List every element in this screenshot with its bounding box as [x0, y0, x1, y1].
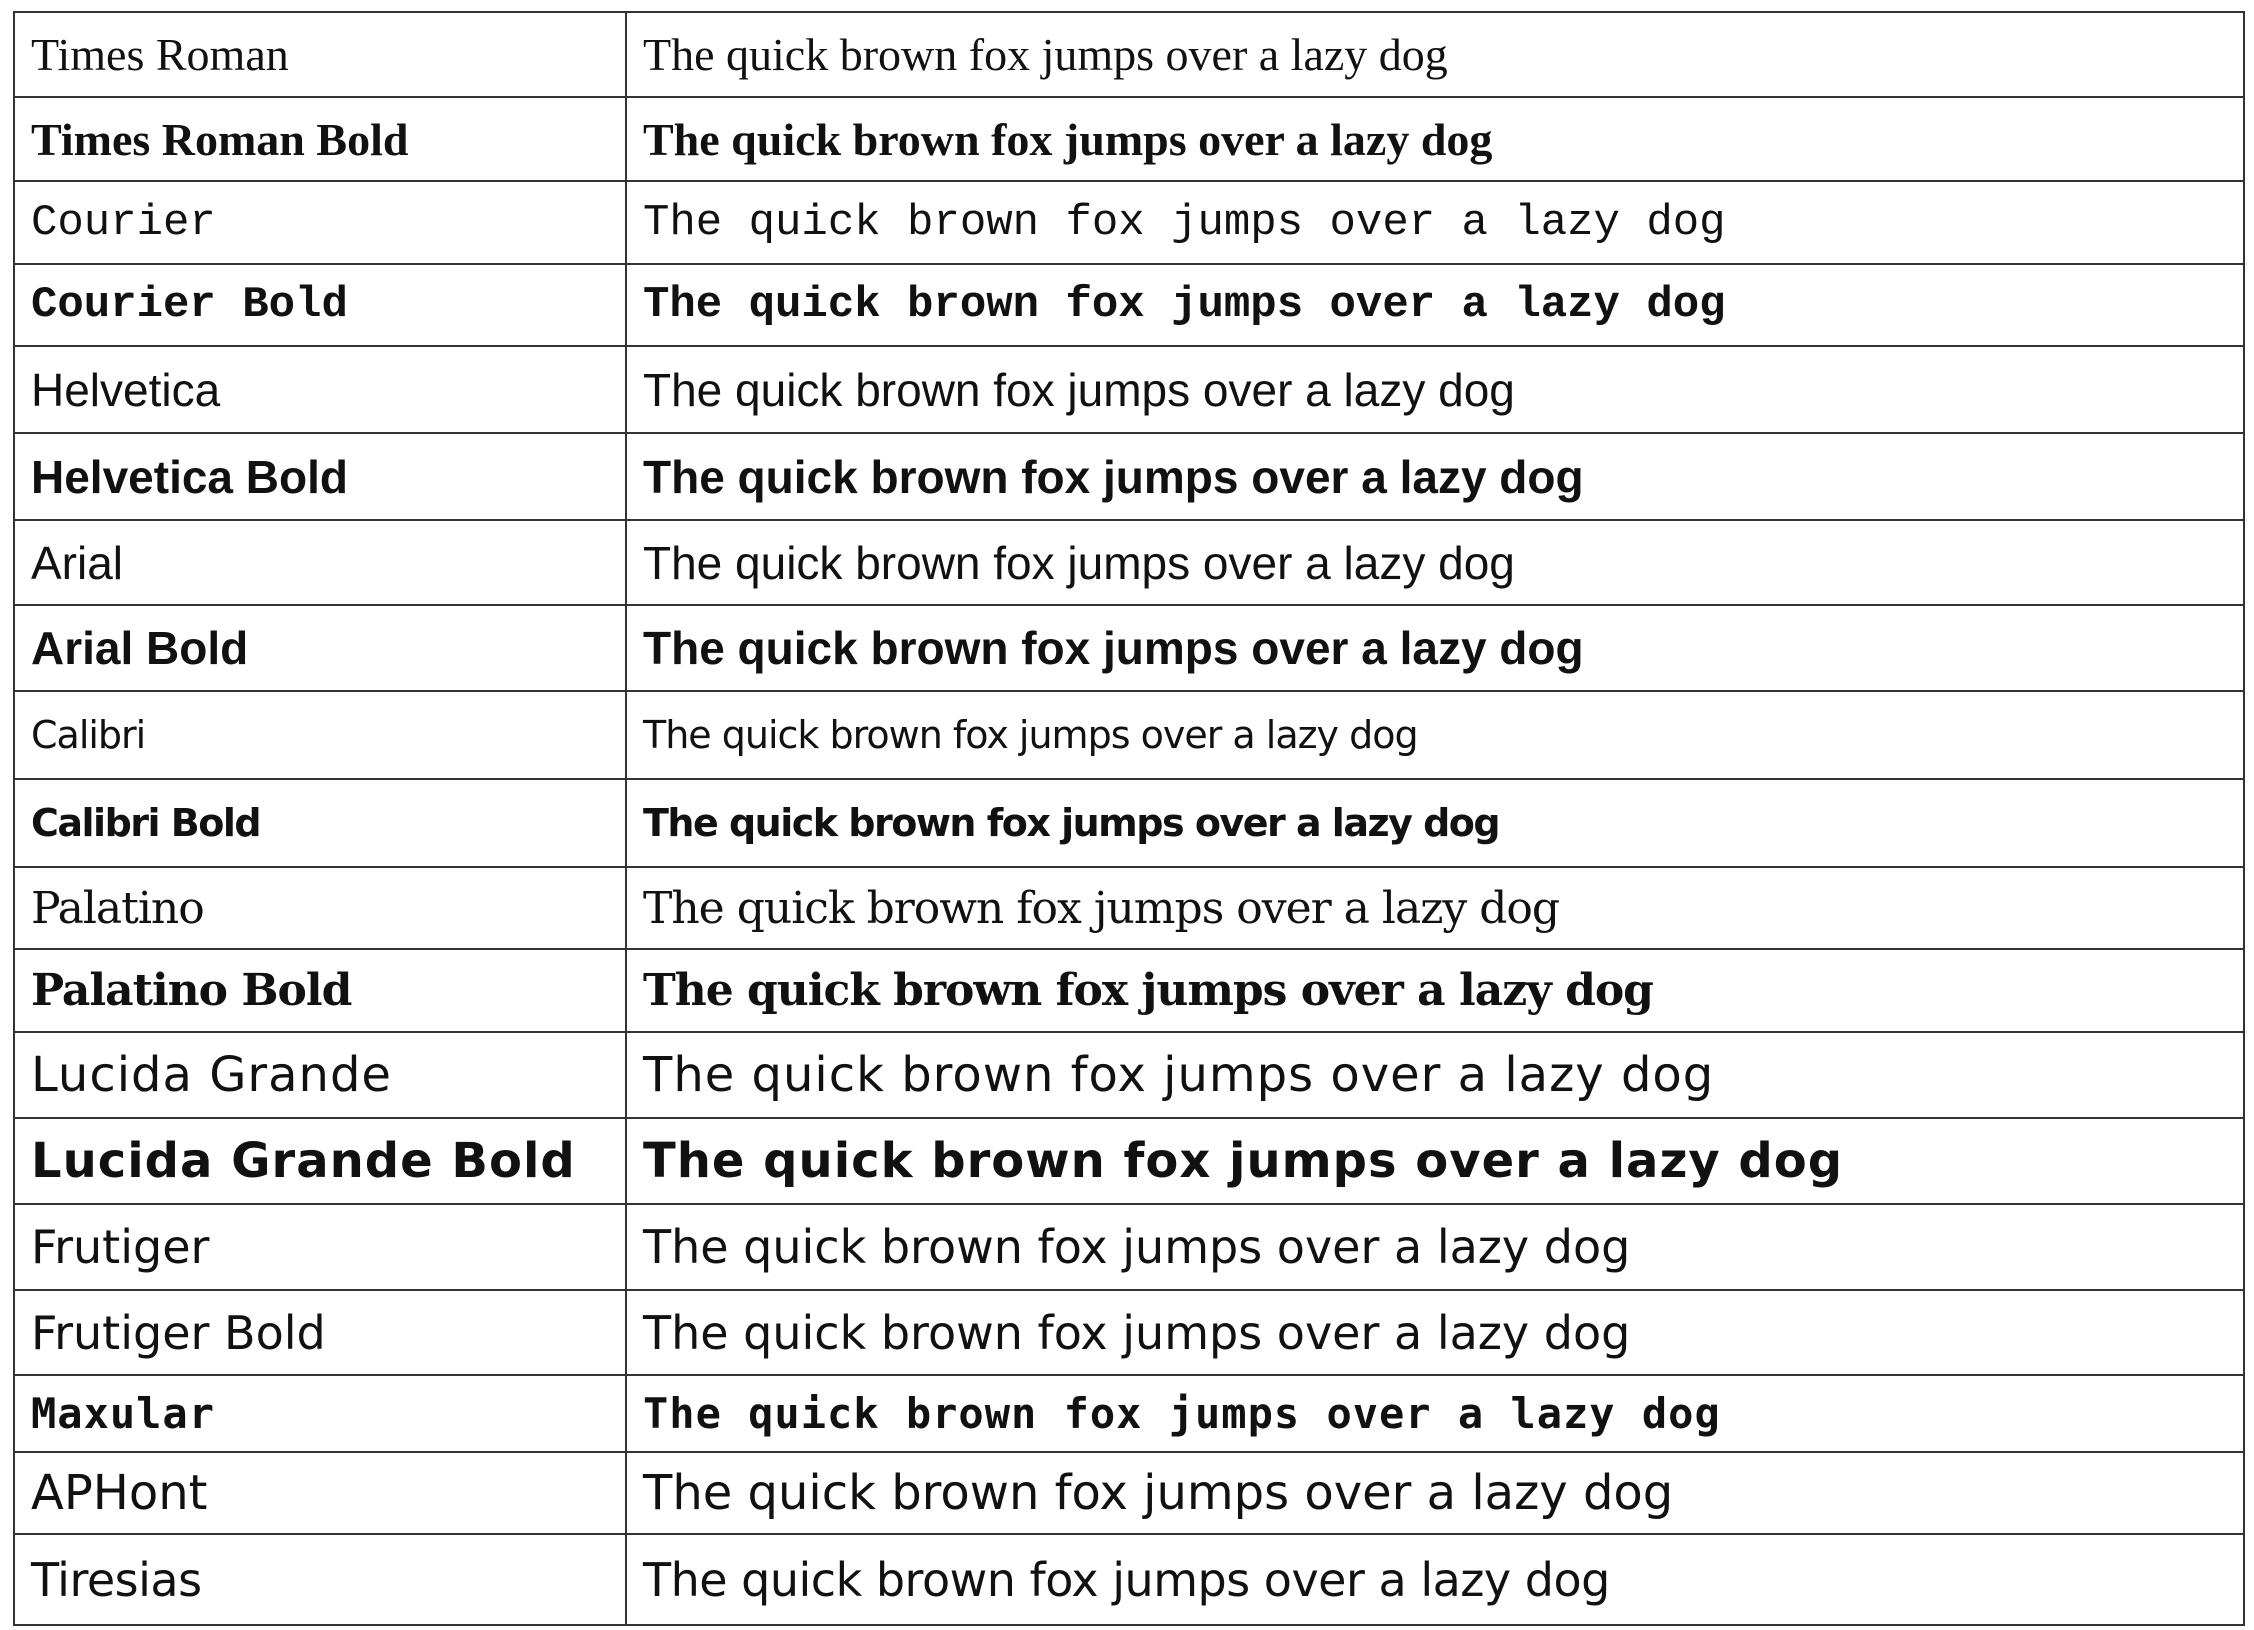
- font-sample-cell: The quick brown fox jumps over a lazy dog: [626, 433, 2244, 520]
- font-sample-cell: The quick brown fox jumps over a lazy dog: [626, 97, 2244, 181]
- table-row: [14, 1118, 2244, 1204]
- table-row: [14, 867, 2244, 949]
- font-name-cell: Helvetica Bold: [14, 433, 626, 520]
- font-name-cell: Arial Bold: [14, 605, 626, 691]
- font-name-cell: APHont: [14, 1452, 626, 1534]
- font-sample-cell: The quick brown fox jumps over a lazy dog: [626, 1290, 2244, 1375]
- font-name-cell: Arial: [14, 520, 626, 605]
- font-name-cell: Lucida Grande Bold: [14, 1118, 626, 1204]
- font-sample-cell: The quick brown fox jumps over a lazy dog: [626, 1534, 2244, 1625]
- table-row: [14, 433, 2244, 520]
- font-name-cell: Times Roman Bold: [14, 97, 626, 181]
- font-name-cell: Helvetica: [14, 346, 626, 433]
- font-sample-cell: The quick brown fox jumps over a lazy dog: [626, 520, 2244, 605]
- table-row: [14, 264, 2244, 346]
- font-name-cell: Palatino Bold: [14, 949, 626, 1032]
- font-name-cell: Palatino: [14, 867, 626, 949]
- table-row: [14, 1534, 2244, 1625]
- font-sample-cell: The quick brown fox jumps over a lazy dog: [626, 1032, 2244, 1118]
- font-sample-cell: The quick brown fox jumps over a lazy dog: [626, 1452, 2244, 1534]
- table-row: [14, 691, 2244, 779]
- font-name-cell: Frutiger: [14, 1204, 626, 1290]
- font-sample-cell: The quick brown fox jumps over a lazy dog: [626, 691, 2244, 779]
- table-row: [14, 949, 2244, 1032]
- font-sample-cell: The quick brown fox jumps over a lazy dog: [626, 346, 2244, 433]
- table-row: [14, 605, 2244, 691]
- font-name-cell: Courier: [14, 181, 626, 264]
- font-name-cell: Tiresias: [14, 1534, 626, 1625]
- font-sample-cell: The quick brown fox jumps over a lazy dog: [626, 1204, 2244, 1290]
- font-name-cell: Calibri: [14, 691, 626, 779]
- table-row: [14, 1290, 2244, 1375]
- font-name-cell: Maxular: [14, 1375, 626, 1452]
- table-row: [14, 1204, 2244, 1290]
- table-row: [14, 1032, 2244, 1118]
- table-row: [14, 520, 2244, 605]
- font-name-cell: Calibri Bold: [14, 779, 626, 867]
- font-sample-cell: The quick brown fox jumps over a lazy dog: [626, 181, 2244, 264]
- font-sample-cell: The quick brown fox jumps over a lazy dog: [626, 264, 2244, 346]
- font-sample-cell: The quick brown fox jumps over a lazy dog: [626, 949, 2244, 1032]
- font-name-cell: Lucida Grande: [14, 1032, 626, 1118]
- font-comparison-table: [13, 11, 2245, 1626]
- table-row: [14, 346, 2244, 433]
- font-sample-cell: The quick brown fox jumps over a lazy dog: [626, 12, 2244, 97]
- font-sample-cell: The quick brown fox jumps over a lazy dog: [626, 867, 2244, 949]
- font-name-cell: Courier Bold: [14, 264, 626, 346]
- font-sample-cell: The quick brown fox jumps over a lazy dog: [626, 1118, 2244, 1204]
- font-name-cell: Frutiger Bold: [14, 1290, 626, 1375]
- font-sample-cell: The quick brown fox jumps over a lazy dog: [626, 1375, 2244, 1452]
- table-row: [14, 779, 2244, 867]
- table-row: [14, 1452, 2244, 1534]
- table-row: [14, 97, 2244, 181]
- font-sample-cell: The quick brown fox jumps over a lazy dog: [626, 605, 2244, 691]
- font-name-cell: Times Roman: [14, 12, 626, 97]
- table-row: [14, 181, 2244, 264]
- table-row: [14, 12, 2244, 97]
- font-sample-cell: The quick brown fox jumps over a lazy dog: [626, 779, 2244, 867]
- table-row: [14, 1375, 2244, 1452]
